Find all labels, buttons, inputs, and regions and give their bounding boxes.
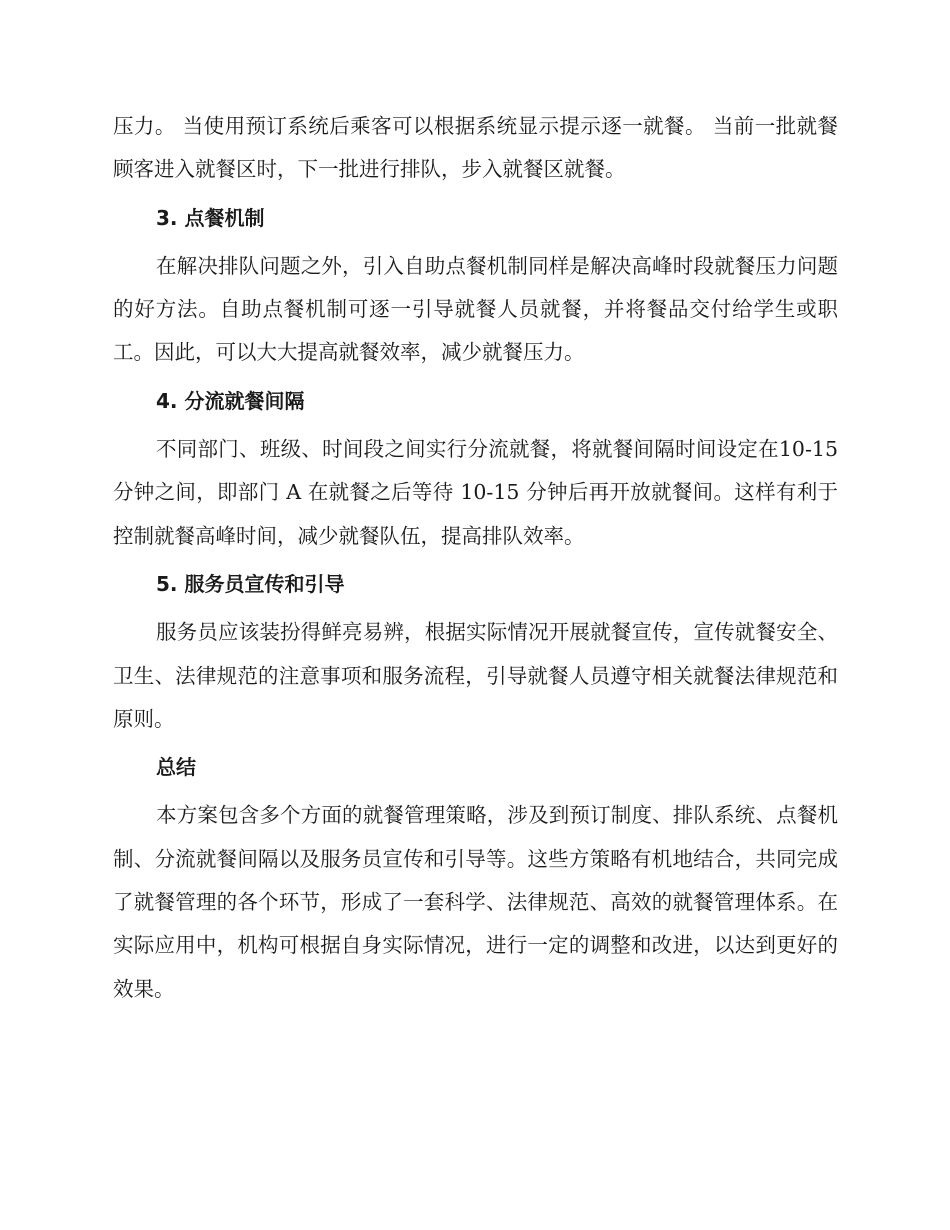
section-paragraph-staggered-dining: 不同部门、班级、时间段之间实行分流就餐，将就餐间隔时间设定在10-15 分钟之间，即部门 A 在就餐之后等待 10-15 分钟后再开放就餐间。这样有利于控制就餐高峰时间，减少就餐队伍，提高排队效率。 (113, 437, 838, 548)
continuation-paragraph: 压力。 当使用预订系统后乘客可以根据系统显示提示逐一就餐。 当前一批就餐顾客进入就餐区时，下一批进行排队，步入就餐区就餐。 (113, 114, 838, 182)
section-paragraph-staff-guidance: 服务员应该装扮得鲜亮易辨，根据实际情况开展就餐宣传，宣传就餐安全、卫生、法律规范的注意事项和服务流程，引导就餐人员遵守相关就餐法律规范和原则。 (113, 620, 838, 731)
section-heading-ordering: 3. 点餐机制 (156, 205, 265, 230)
section-paragraph-summary: 本方案包含多个方面的就餐管理策略，涉及到预订制度、排队系统、点餐机制、分流就餐间隔以及服务员宣传和引导等。这些方策略有机地结合，共同完成了就餐管理的各个环节，形成了一套科学、法律规范、高效的就餐管理体系。在实际应用中，机构可根据自身实际情况，进行一定的调整和改进，以达到更好的效果。 (113, 803, 838, 1001)
section-heading-summary: 总结 (156, 755, 196, 780)
section-paragraph-ordering: 在解决排队问题之外，引入自助点餐机制同样是解决高峰时段就餐压力问题的好方法。自助点餐机制可逐一引导就餐人员就餐，并将餐品交付给学生或职工。因此，可以大大提高就餐效率，减少就餐压力。 (113, 253, 838, 365)
document-body (113, 105, 838, 1011)
section-heading-staff-guidance: 5. 服务员宣传和引导 (156, 571, 345, 596)
section-heading-staggered-dining: 4. 分流就餐间隔 (156, 388, 305, 413)
